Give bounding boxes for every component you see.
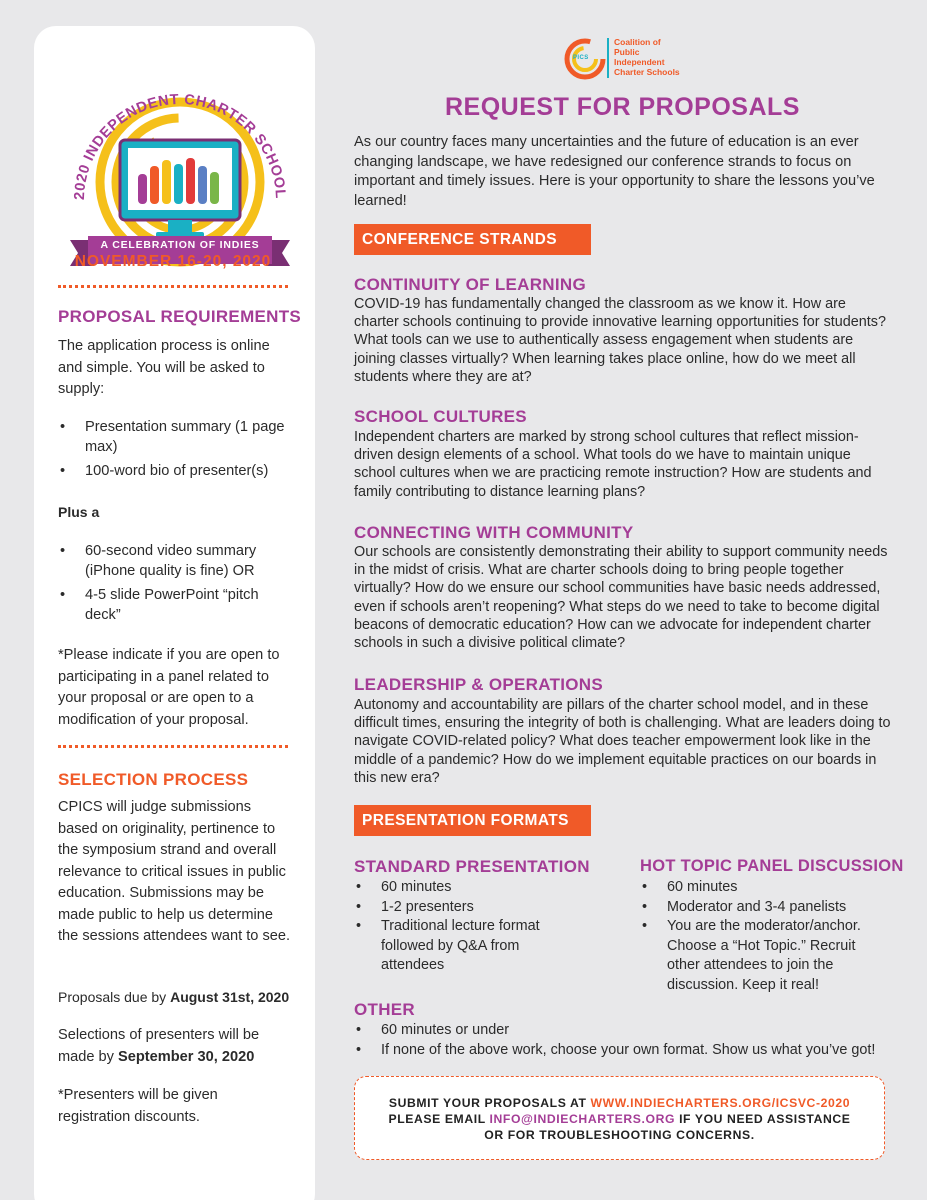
submit-box [354, 1076, 885, 1160]
org-name-line: Public [614, 47, 640, 57]
list-item: • 60 minutes [354, 878, 584, 898]
page-title: REQUEST FOR PROPOSALS [445, 93, 800, 121]
requirements-intro: The application process is online and simple. You will be asked to supply: [58, 338, 270, 397]
requirements-list [58, 417, 298, 485]
conference-arc-textpath: 2020 INDEPENDENT CHARTER SCHOOL [71, 91, 289, 201]
strand-text: COVID-19 has fundamentally changed the classroom as we know it. How are charter schools continuing to provide innovative learning opportunities for students? What tools can we use to authentically assess engagement when students are joining classes virtually? When learning takes place online, how do we meet all students where they are at? [354, 296, 886, 385]
hot-topic-title: HOT TOPIC PANEL DISCUSSION [640, 857, 904, 875]
strand-text: Independent charters are marked by strong school cultures that reflect mission-driven design elements of a school. What tools do we have to maintain unique school cultures when we are practicing remote instruction? How are students and family contributing to distance learning plans? [354, 429, 872, 500]
list-item: • 4-5 slide PowerPoint “pitch deck” [58, 585, 298, 625]
list-item: • 1-2 presenters [354, 898, 584, 918]
list-item: • 100-word bio of presenter(s) [58, 461, 298, 481]
selection-process-heading: SELECTION PROCESS [58, 770, 249, 789]
selection-prefix: Selections of presenters will be made by [58, 1027, 260, 1065]
strand-title: LEADERSHIP & OPERATIONS [354, 675, 604, 694]
divider [58, 285, 288, 288]
submit-url-link[interactable]: WWW.INDIECHARTERS.ORG/ICSVC-2020 [590, 1096, 851, 1110]
org-name-line: Charter Schools [614, 67, 680, 77]
org-name-line: Coalition of [614, 37, 661, 47]
list-item: • If none of the above work, choose your own format. Show us what you’ve got! [354, 1041, 894, 1061]
cpics-logo [562, 36, 692, 84]
list-item: • You are the moderator/anchor. Choose a “Hot Topic.” Recruit other attendees to join the discussion. Keep it real! [640, 917, 890, 995]
hot-topic-list [640, 878, 890, 995]
intro-text: As our country faces many uncertainties and the future of education is an ever changing landscape, we have redesigned our conference strands to focus on important and timely issues. Here is your opportunity to share the lessons you’ve learned! [354, 134, 875, 209]
conference-strands-bar: CONFERENCE STRANDS [354, 224, 591, 255]
strand-title: SCHOOL CULTURES [354, 407, 527, 426]
proposals-due [58, 987, 298, 1009]
standard-presentation-title: STANDARD PRESENTATION [354, 857, 590, 876]
logo-divider [607, 38, 609, 78]
cpics-abbrev: PICS [573, 55, 589, 61]
list-item: • 60 minutes or under [354, 1021, 894, 1041]
strand-text: Autonomy and accountability are pillars of the charter school model, and in these difficult times, ensuring the integrity of both is challenging. What are leaders doing to navigate COVID-related policy? What does teacher empowerment look like in the middle of a pandemic? How do we implement equitable practices on our boards in this new era? [354, 697, 891, 786]
plus-list [58, 541, 298, 629]
list-item: • Presentation summary (1 page max) [58, 417, 298, 457]
discount-note: *Presenters will be given registration discounts. [58, 1087, 218, 1125]
email-link[interactable]: INFO@INDIECHARTERS.ORG [489, 1112, 676, 1126]
submit-prefix: SUBMIT YOUR PROPOSALS AT [388, 1096, 591, 1110]
list-item: • 60-second video summary (iPhone quality is fine) OR [58, 541, 298, 581]
strand-title: CONTINUITY OF LEARNING [354, 275, 587, 294]
cpics-name [614, 37, 680, 77]
divider [58, 745, 288, 748]
conference-dates: NOVEMBER 16-20, 2020 [74, 253, 272, 270]
due-prefix: Proposals due by [58, 989, 171, 1005]
selection-date: September 30, 2020 [118, 1048, 255, 1065]
panel-note: *Please indicate if you are open to participating in a panel related to your proposal or are open to a modification of your proposal. [58, 647, 280, 728]
list-item: • Traditional lecture format followed by Q&A from attendees [354, 917, 572, 976]
plus-label: Plus a [58, 504, 100, 520]
selection-text: CPICS will judge submissions based on originality, pertinence to the symposium strand and overall relevance to critical issues in public education. Submissions may be made public to help us determine the sessions attendees want to see. [58, 799, 291, 944]
selections-date [58, 1025, 290, 1068]
logo-banner-text: A CELEBRATION OF INDIES [100, 239, 260, 251]
list-item: • Moderator and 3-4 panelists [640, 898, 890, 918]
email-suffix: IF YOU NEED ASSISTANCE [675, 1112, 851, 1126]
submit-line3: OR FOR TROUBLESHOOTING CONCERNS. [484, 1128, 755, 1142]
presentation-formats-bar: PRESENTATION FORMATS [354, 805, 591, 836]
strand-title: CONNECTING WITH COMMUNITY [354, 523, 634, 542]
list-item: • 60 minutes [640, 878, 890, 898]
email-prefix: PLEASE EMAIL [388, 1112, 490, 1126]
due-date: August 31st, 2020 [170, 989, 290, 1005]
proposal-requirements-heading: PROPOSAL REQUIREMENTS [58, 307, 302, 326]
standard-presentation-list [354, 878, 584, 976]
other-format-title: OTHER [354, 1000, 415, 1019]
other-format-list [354, 1021, 894, 1060]
org-name-line: Independent [614, 57, 665, 67]
strand-text: Our schools are consistently demonstrating their ability to support community needs in the midst of crisis. What are charter schools doing to bring people together virtually? How do we ensure our school communities have basic needs addressed, even if schools aren’t reopening? What steps do we need to take to become digital beacons of democratic education? How can we advocate for independent charter schools in such a divisive political climate? [354, 544, 888, 652]
